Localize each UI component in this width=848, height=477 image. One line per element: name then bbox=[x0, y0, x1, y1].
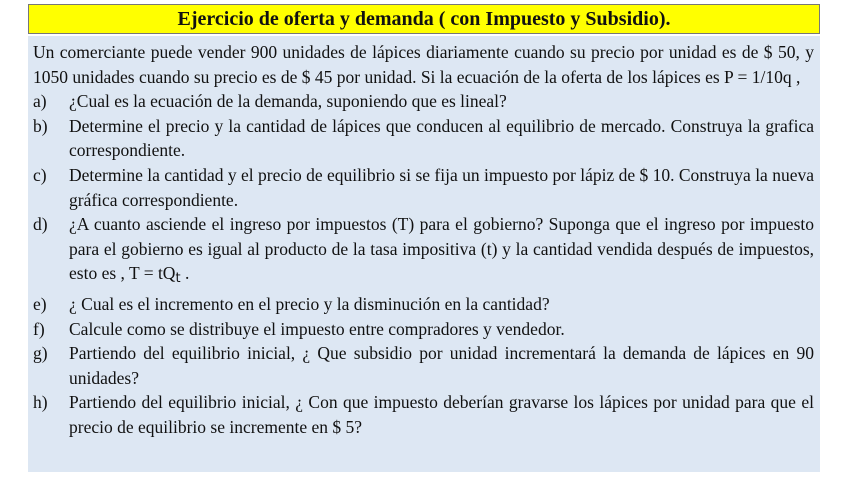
question-e bbox=[33, 292, 814, 317]
question-label: c) bbox=[33, 164, 47, 185]
question-text: ¿A cuanto asciende el ingreso por impuestos (T) para el gobierno? Suponga que el ingreso por impuesto para el gobierno es igual al producto de la tasa impositiva (t) y la cantidad vendida después de impuestos, esto es , T = tQ bbox=[69, 214, 814, 284]
title-banner bbox=[28, 4, 820, 34]
question-a bbox=[33, 89, 814, 114]
question-text-end: . bbox=[180, 263, 190, 284]
page-title: Ejercicio de oferta y demanda ( con Impuesto y Subsidio). bbox=[177, 7, 671, 30]
formula-subscript: t bbox=[175, 271, 181, 287]
question-label: g) bbox=[33, 343, 48, 364]
question-g bbox=[33, 341, 814, 390]
question-d bbox=[33, 212, 814, 292]
question-label: f) bbox=[33, 318, 45, 339]
question-label: a) bbox=[33, 91, 47, 112]
question-label: h) bbox=[33, 392, 48, 413]
question-label: d) bbox=[33, 214, 48, 235]
problem-statement: Un comerciante puede vender 900 unidades de lápices diariamente cuando su precio por unidad es de $ 50, y 1050 unidades cuando su precio es de $ 45 por unidad. Si la ecuación de la oferta de los lápices es P = 1/10q , bbox=[33, 42, 814, 87]
question-text: Determine la cantidad y el precio de equilibrio si se fija un impuesto por lápiz de $ 10. Construya la nueva gráfica correspondiente. bbox=[69, 164, 814, 210]
question-text: ¿Cual es la ecuación de la demanda, suponiendo que es lineal? bbox=[69, 91, 507, 112]
question-text: Determine el precio y la cantidad de lápices que conducen al equilibrio de mercado. Construya la grafica correspondiente. bbox=[69, 115, 814, 161]
question-text-container bbox=[69, 212, 814, 292]
question-c bbox=[33, 163, 814, 212]
exercise-panel bbox=[28, 36, 820, 472]
question-label: e) bbox=[33, 293, 47, 314]
question-b bbox=[33, 114, 814, 163]
question-h bbox=[33, 390, 814, 439]
question-text: Calcule como se distribuye el impuesto entre compradores y vendedor. bbox=[69, 318, 565, 339]
question-text: ¿ Cual es el incremento en el precio y la disminución en la cantidad? bbox=[69, 293, 550, 314]
question-text: Partiendo del equilibrio inicial, ¿ Con que impuesto deberían gravarse los lápices por unidad para que el precio de equilibrio se incremente en $ 5? bbox=[69, 392, 814, 437]
question-f bbox=[33, 317, 814, 342]
question-text: Partiendo del equilibrio inicial, ¿ Que subsidio por unidad incrementará la demanda de lápices en 90 unidades? bbox=[69, 343, 814, 388]
question-label: b) bbox=[33, 115, 48, 136]
